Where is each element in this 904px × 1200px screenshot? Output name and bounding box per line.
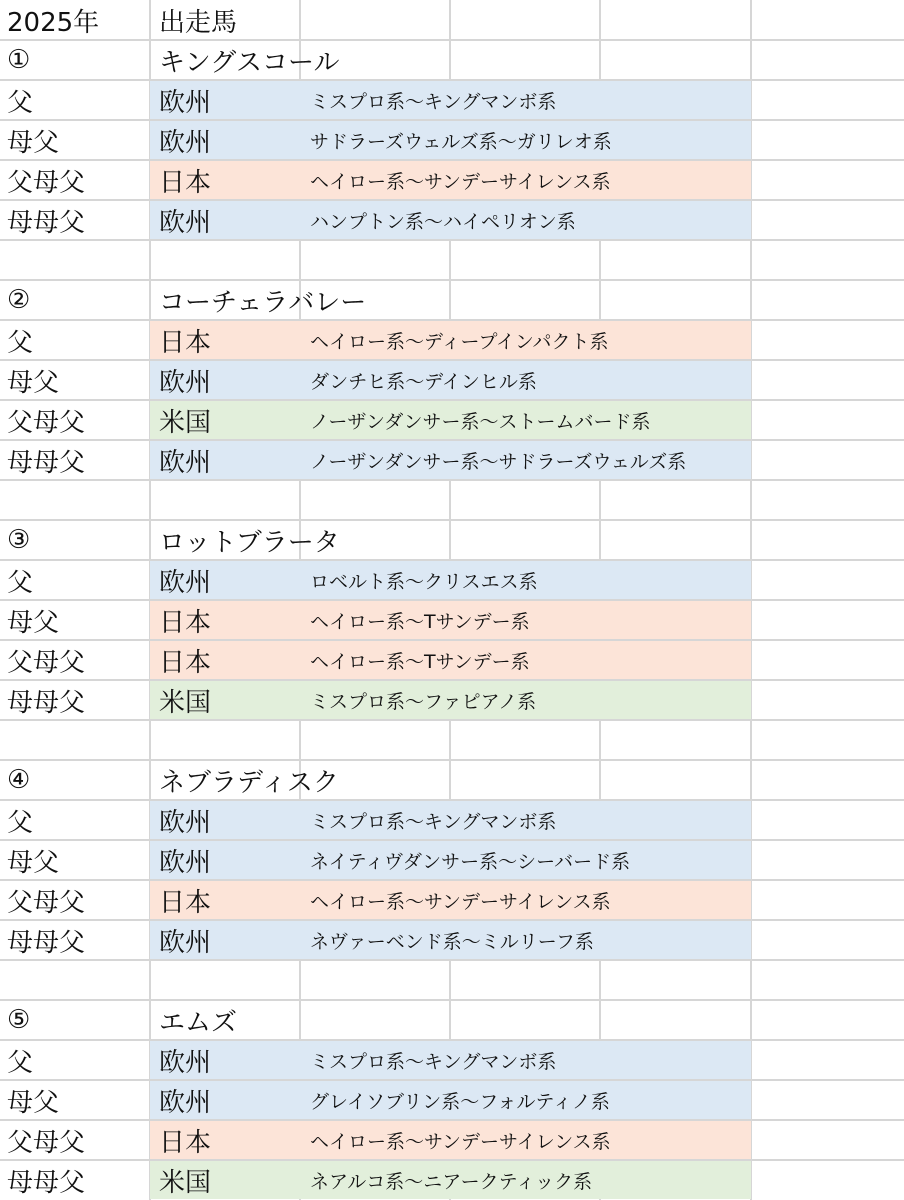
region-cell[interactable]: 欧州 [159, 207, 212, 238]
region-cell[interactable]: 欧州 [159, 87, 212, 118]
region-cell[interactable]: 日本 [159, 607, 212, 638]
pedigree-row [0, 800, 904, 840]
pedigree-label[interactable]: 母父 [7, 367, 60, 398]
pedigree-label[interactable]: 父母父 [7, 167, 86, 198]
pedigree-row [0, 1080, 904, 1120]
pedigree-row [0, 920, 904, 960]
pedigree-row [0, 160, 904, 200]
pedigree-label[interactable]: 母母父 [7, 687, 86, 718]
horse-header-row [0, 1000, 904, 1040]
horse-name[interactable]: エムズ [159, 1007, 238, 1038]
sire-line-cell[interactable]: ネアルコ系〜ニアークティック系 [310, 1170, 593, 1193]
sire-line-cell[interactable]: ロベルト系〜クリスエス系 [310, 570, 538, 593]
horse-header-row [0, 40, 904, 80]
region-cell[interactable]: 日本 [159, 167, 212, 198]
region-cell[interactable]: 日本 [159, 327, 212, 358]
pedigree-label[interactable]: 父 [7, 567, 34, 598]
pedigree-row [0, 360, 904, 400]
region-cell[interactable]: 米国 [159, 407, 212, 438]
header-row [0, 0, 904, 40]
pedigree-row [0, 840, 904, 880]
sire-line-cell[interactable]: ミスプロ系〜キングマンボ系 [310, 90, 557, 113]
sire-line-cell[interactable]: ヘイロー系〜ディープインパクト系 [310, 330, 609, 353]
horse-number[interactable]: ⑤ [7, 1005, 31, 1035]
region-cell[interactable]: 欧州 [159, 447, 212, 478]
sire-line-cell[interactable]: ネイティヴダンサー系〜シーバード系 [310, 850, 631, 873]
pedigree-row [0, 120, 904, 160]
region-cell[interactable]: 日本 [159, 887, 212, 918]
sire-line-cell[interactable]: ノーザンダンサー系〜ストームバード系 [310, 410, 651, 433]
region-cell[interactable]: 欧州 [159, 1047, 212, 1078]
pedigree-label[interactable]: 母母父 [7, 927, 86, 958]
region-cell[interactable]: 日本 [159, 1127, 212, 1158]
pedigree-label[interactable]: 父 [7, 87, 34, 118]
horse-name[interactable]: キングスコール [159, 47, 340, 78]
pedigree-row [0, 200, 904, 240]
pedigree-row [0, 600, 904, 640]
pedigree-row [0, 320, 904, 360]
sire-line-cell[interactable]: ヘイロー系〜Tサンデー系 [310, 650, 530, 673]
pedigree-label[interactable]: 母母父 [7, 447, 86, 478]
pedigree-row [0, 1160, 904, 1200]
sire-line-cell[interactable]: サドラーズウェルズ系〜ガリレオ系 [310, 130, 612, 153]
pedigree-label[interactable]: 父母父 [7, 407, 86, 438]
pedigree-row [0, 1040, 904, 1080]
region-cell[interactable]: 米国 [159, 1167, 212, 1198]
horse-number[interactable]: ② [7, 285, 31, 315]
region-cell[interactable]: 欧州 [159, 1087, 212, 1118]
sire-line-cell[interactable]: ネヴァーベンド系〜ミルリーフ系 [310, 930, 594, 953]
cell-year[interactable]: 2025年 [7, 7, 100, 38]
region-cell[interactable]: 欧州 [159, 927, 212, 958]
sire-line-cell[interactable]: ハンプトン系〜ハイペリオン系 [310, 210, 576, 233]
pedigree-label[interactable]: 母母父 [7, 207, 86, 238]
region-cell[interactable]: 欧州 [159, 847, 212, 878]
region-cell[interactable]: 日本 [159, 647, 212, 678]
region-cell[interactable]: 欧州 [159, 567, 212, 598]
pedigree-label[interactable]: 父母父 [7, 1127, 86, 1158]
region-cell[interactable]: 欧州 [159, 367, 212, 398]
sire-line-cell[interactable]: ダンチヒ系〜デインヒル系 [310, 370, 537, 393]
pedigree-label[interactable]: 母父 [7, 127, 60, 158]
horse-number[interactable]: ③ [7, 525, 31, 555]
sire-line-cell[interactable]: ヘイロー系〜サンデーサイレンス系 [310, 170, 611, 193]
sire-line-cell[interactable]: ミスプロ系〜ファピアノ系 [310, 690, 537, 713]
pedigree-row [0, 400, 904, 440]
pedigree-row [0, 440, 904, 480]
sire-line-cell[interactable]: ヘイロー系〜Tサンデー系 [310, 610, 530, 633]
sire-line-cell[interactable]: ヘイロー系〜サンデーサイレンス系 [310, 1130, 611, 1153]
pedigree-row [0, 560, 904, 600]
pedigree-label[interactable]: 父 [7, 807, 34, 838]
pedigree-row [0, 1120, 904, 1160]
pedigree-label[interactable]: 父 [7, 1047, 34, 1078]
horse-name[interactable]: コーチェラバレー [159, 287, 367, 318]
pedigree-label[interactable]: 父 [7, 327, 34, 358]
sire-line-cell[interactable]: ミスプロ系〜キングマンボ系 [310, 810, 557, 833]
cell-title[interactable]: 出走馬 [159, 7, 238, 38]
pedigree-row [0, 640, 904, 680]
pedigree-row [0, 80, 904, 120]
region-cell[interactable]: 欧州 [159, 127, 212, 158]
sire-line-cell[interactable]: グレイソブリン系〜フォルティノ系 [310, 1090, 610, 1113]
pedigree-label[interactable]: 母父 [7, 1087, 60, 1118]
pedigree-label[interactable]: 父母父 [7, 647, 86, 678]
pedigree-row [0, 880, 904, 920]
pedigree-row [0, 680, 904, 720]
horse-name[interactable]: ロットブラータ [159, 527, 340, 558]
pedigree-label[interactable]: 母父 [7, 847, 60, 878]
region-cell[interactable]: 米国 [159, 687, 212, 718]
sire-line-cell[interactable]: ヘイロー系〜サンデーサイレンス系 [310, 890, 611, 913]
sire-line-cell[interactable]: ノーザンダンサー系〜サドラーズウェルズ系 [310, 450, 687, 473]
region-cell[interactable]: 欧州 [159, 807, 212, 838]
horse-header-row [0, 280, 904, 320]
horse-number[interactable]: ④ [7, 765, 31, 795]
horse-header-row [0, 760, 904, 800]
pedigree-label[interactable]: 母母父 [7, 1167, 86, 1198]
pedigree-label[interactable]: 母父 [7, 607, 60, 638]
horse-header-row [0, 520, 904, 560]
sire-line-cell[interactable]: ミスプロ系〜キングマンボ系 [310, 1050, 557, 1073]
horse-name[interactable]: ネブラディスク [159, 767, 339, 798]
pedigree-label[interactable]: 父母父 [7, 887, 86, 918]
horse-number[interactable]: ① [7, 45, 31, 75]
